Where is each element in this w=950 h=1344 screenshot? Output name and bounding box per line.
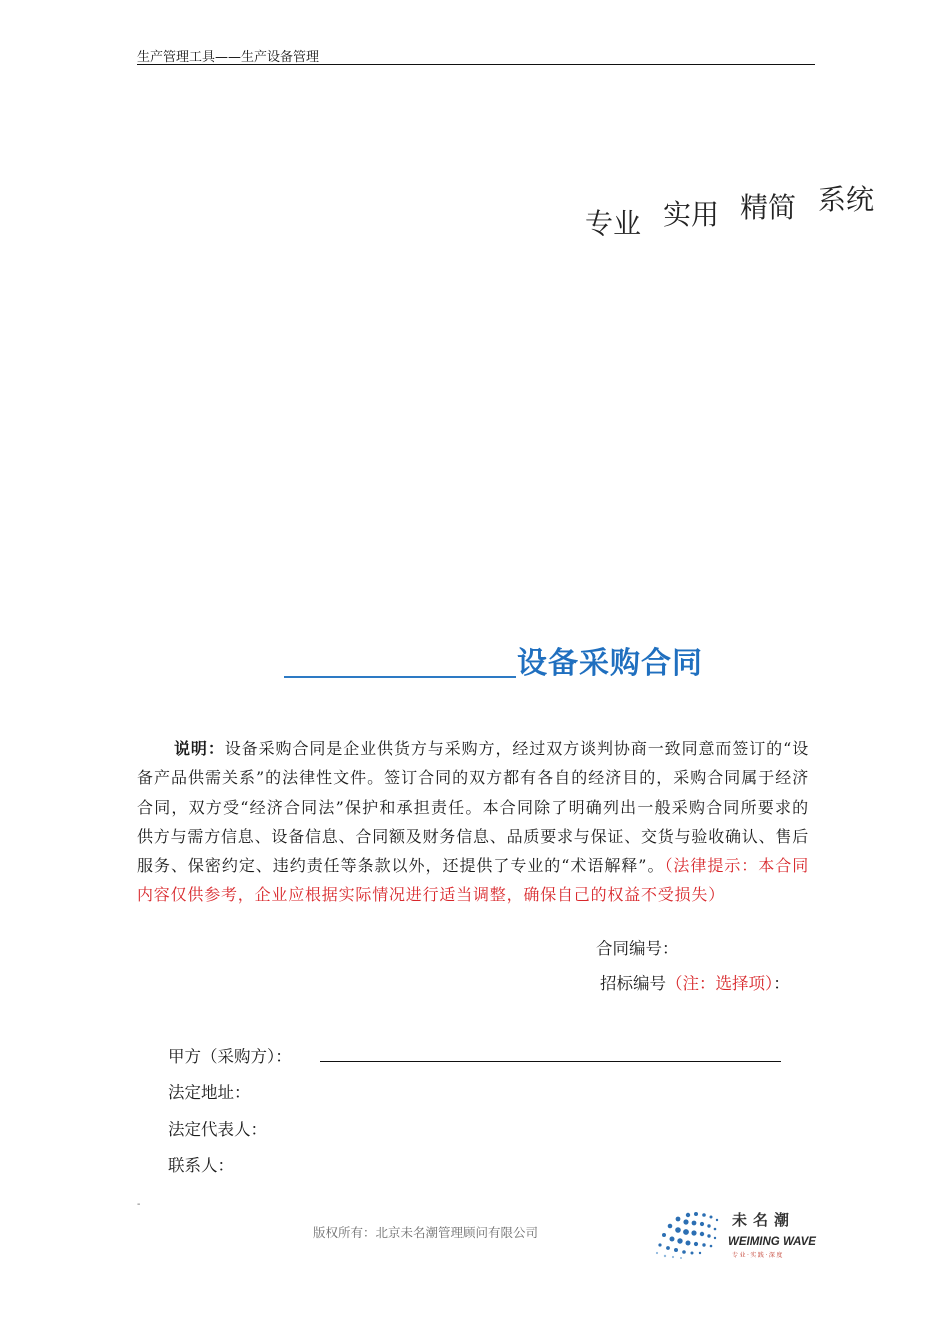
slogan-word-1: 专业 [585,207,642,240]
document-title: 设备采购合同 [517,646,703,681]
wave-logo-icon [648,1205,728,1261]
party-a-blank-line [320,1061,781,1062]
contact-person-label: 联系人： [168,1156,234,1175]
footer-dash: - [137,1199,141,1210]
legal-representative-label: 法定代表人： [168,1120,267,1139]
legal-note: （法律提示：本合同内容仅供参考，企业应根据实际情况进行适当调整，确保自己的权益不受损失） [137,856,810,905]
title-blank-line [284,676,516,678]
logo-chinese-name: 未名潮 [732,1211,796,1229]
legal-address-label: 法定地址： [168,1083,251,1102]
logo-english-name: WEIMING WAVE [728,1236,816,1248]
bid-number-note: （注：选择项） [666,974,774,993]
slogan [585,176,885,246]
slogan-word-2: 实用 [663,198,720,231]
contract-number-label: 合同编号： [596,939,679,958]
bid-number-label: 招标编号 [600,974,666,993]
slogan-word-3: 精简 [740,191,797,224]
company-logo [648,1203,818,1263]
copyright-text: 版权所有：北京未名潮管理顾问有限公司 [313,1225,539,1240]
bid-number-line [600,970,790,994]
slogan-word-4: 系统 [818,183,875,216]
party-a-label: 甲方（采购方）： [168,1047,292,1066]
description-lead: 说明： [174,739,225,758]
description-paragraph [137,734,809,910]
bid-number-colon: ： [773,974,790,993]
description-body: 设备采购合同是企业供货方与采购方，经过双方谈判协商一致同意而签订的“设备产品供需关系”的法律性文件。签订合同的双方都有各自的经济目的，采购合同属于经济合同，双方受“经济合同法”保护和承担责任。本合同除了明确列出一般采购合同所要求的供方与需方信息、设备信息、合同额及财务信息、品质要求与保证、交货与验收确认、售后服务、保密约定、违约责任等条款以外，还提供了专业的“术语解释”。 [137,739,810,876]
header-rule [137,64,815,65]
page-header: 生产管理工具——生产设备管理 [137,50,320,65]
logo-tagline: 专业·实践·深度 [732,1252,784,1259]
